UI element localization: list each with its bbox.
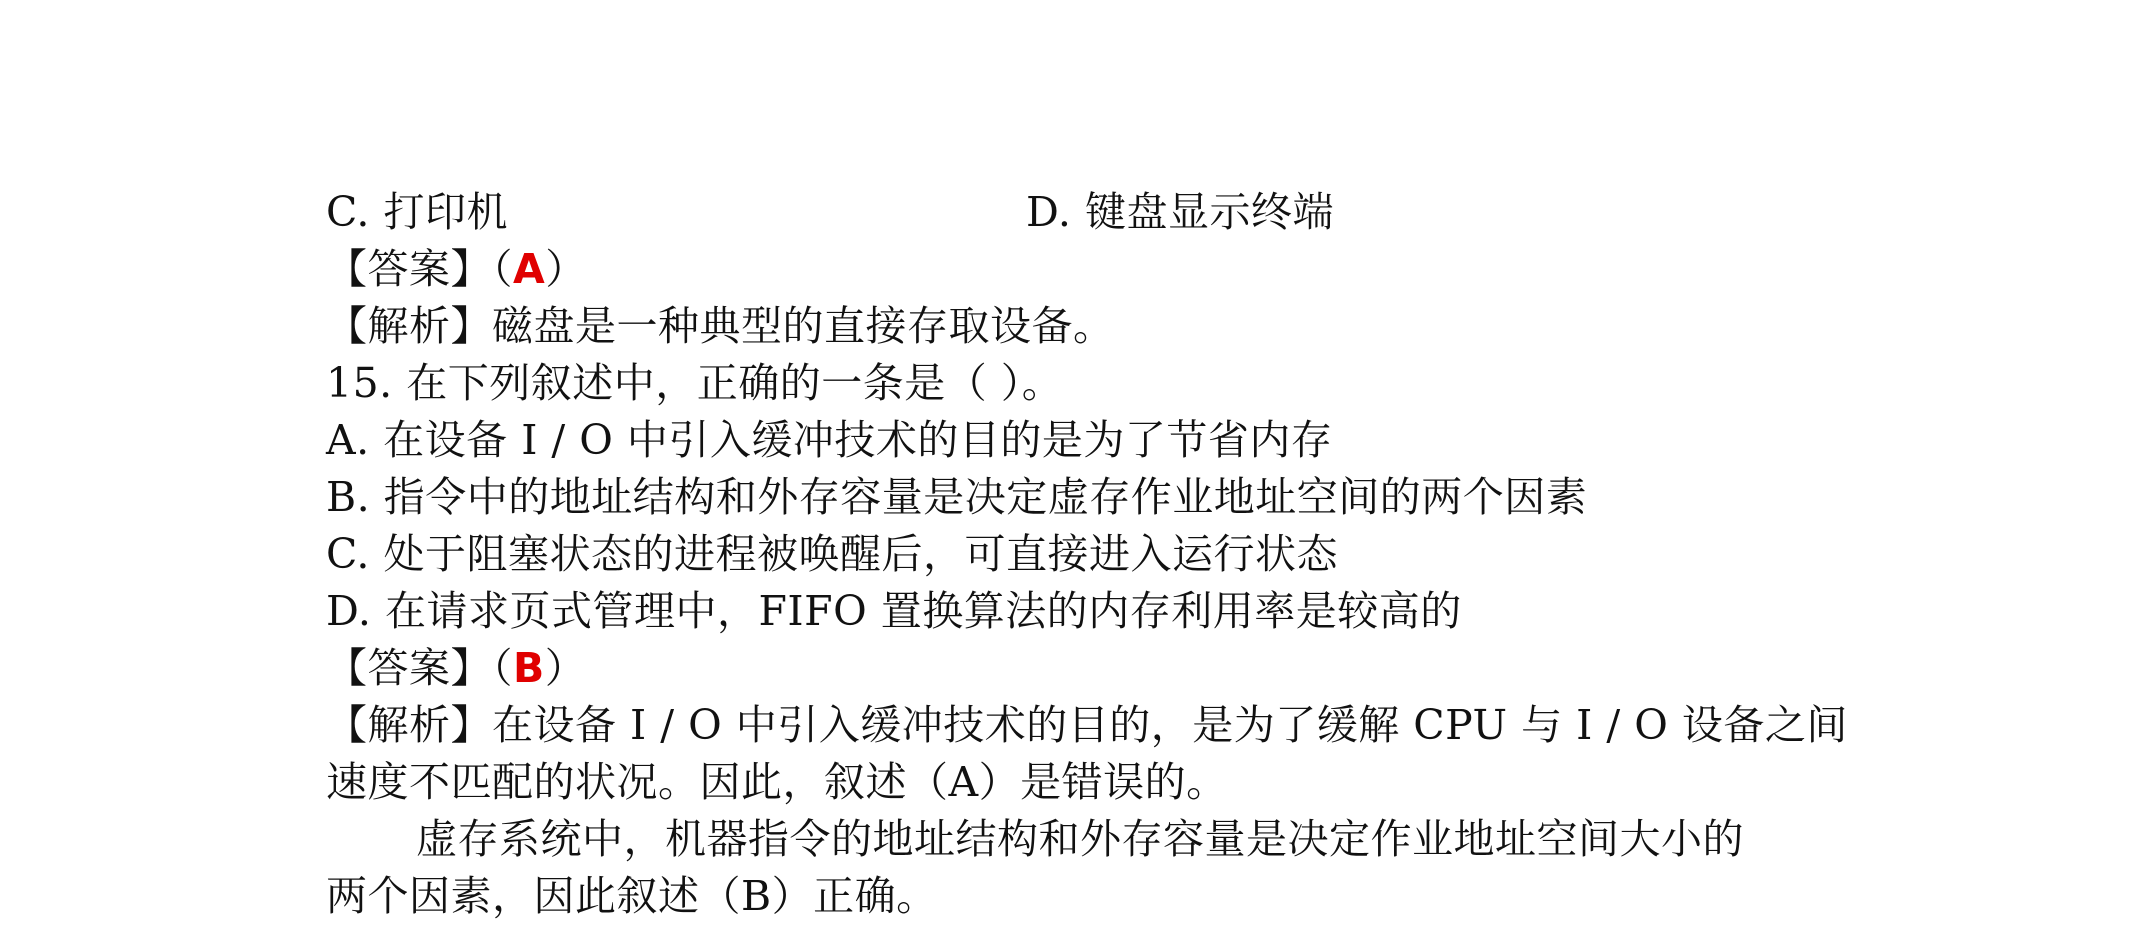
q15-option-a: A. 在设备 I / O 中引入缓冲技术的目的是为了节省内存 (326, 416, 1333, 464)
q15-option-c: C. 处于阻塞状态的进程被唤醒后，可直接进入运行状态 (326, 530, 1338, 578)
q15-analysis-line4: 两个因素，因此叙述（B）正确。 (326, 872, 938, 920)
q15-answer-letter: B (513, 644, 545, 692)
q15-analysis-line1: 【解析】在设备 I / O 中引入缓冲技术的目的，是为了缓解 CPU 与 I / O 设备之间 (326, 701, 1848, 749)
q14-answer (326, 241, 1886, 298)
document-content (326, 184, 1886, 925)
q15-option-b: B. 指令中的地址结构和外存容量是决定虚存作业地址空间的两个因素 (326, 473, 1588, 521)
q14-answer-suffix: ） (545, 245, 587, 293)
q15-analysis-line2: 速度不匹配的状况。因此，叙述（A）是错误的。 (326, 758, 1228, 806)
q14-answer-prefix: 【答案】（ (326, 245, 513, 293)
q15-answer (326, 640, 1886, 697)
q15-answer-suffix: ） (544, 644, 587, 692)
q14-option-d: D. 键盘显示终端 (1026, 188, 1334, 236)
q14-option-c: C. 打印机 (326, 188, 508, 236)
q15-option-d: D. 在请求页式管理中，FIFO 置换算法的内存利用率是较高的 (326, 587, 1462, 635)
q15-stem: 15. 在下列叙述中，正确的一条是（ ）。 (326, 359, 1064, 407)
q15-answer-prefix: 【答案】（ (326, 644, 513, 692)
q15-analysis-line3: 虚存系统中，机器指令的地址结构和外存容量是决定作业地址空间大小的 (416, 815, 1744, 863)
options-row-q14 (326, 184, 1886, 241)
q14-analysis: 【解析】磁盘是一种典型的直接存取设备。 (326, 302, 1115, 350)
q14-answer-letter: A (513, 245, 546, 293)
